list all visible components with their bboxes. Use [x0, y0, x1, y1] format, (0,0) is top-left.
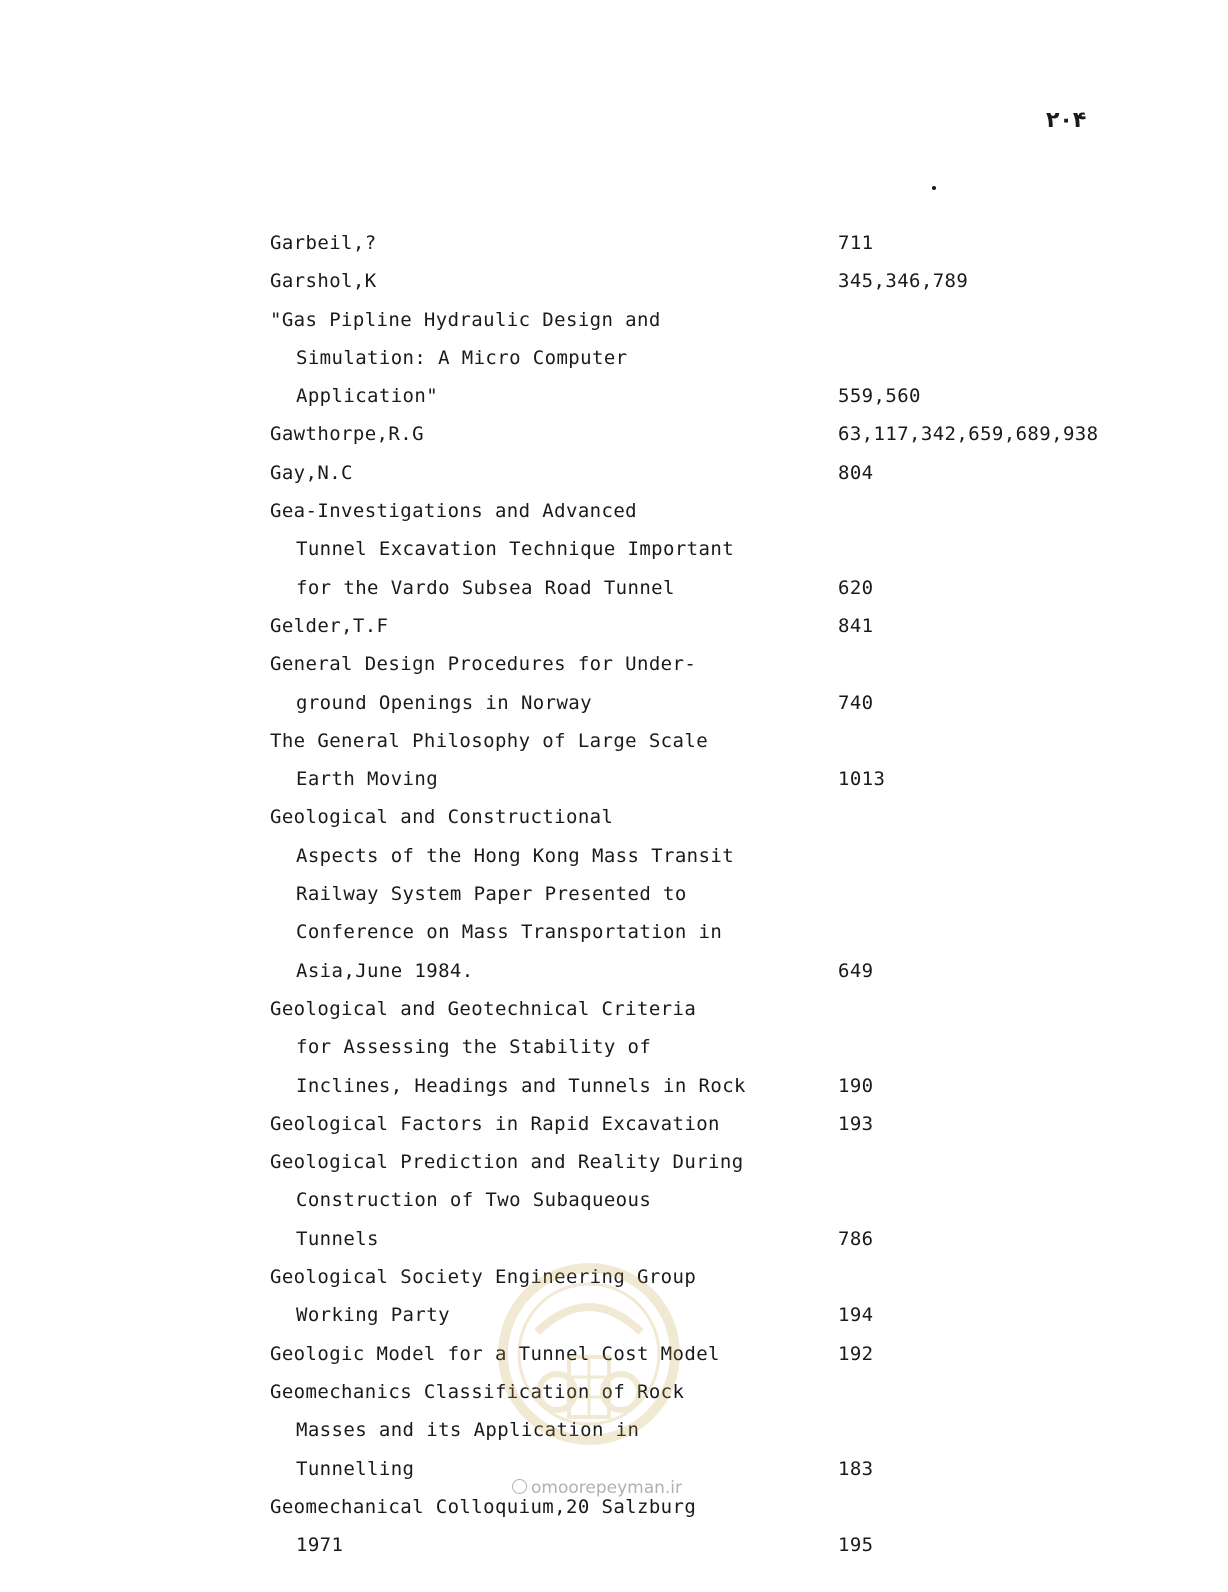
- stray-dot: [932, 186, 936, 190]
- index-line: [0, 768, 1228, 806]
- index-line: [0, 730, 1228, 768]
- entry-continuation: for the Vardo Subsea Road Tunnel: [296, 576, 675, 599]
- entry-page-numbers: 192: [838, 1342, 874, 1365]
- entry-continuation: Tunnelling: [296, 1457, 415, 1480]
- index-line: [0, 653, 1228, 691]
- entry-continuation: Working Party: [296, 1304, 450, 1327]
- entry-continuation: Tunnels: [296, 1227, 379, 1250]
- entry-title: Geological Prediction and Reality During: [270, 1151, 744, 1174]
- index-line: [0, 1228, 1228, 1266]
- entry-title: Gawthorpe,R.G: [270, 423, 424, 446]
- entry-title: Geomechanical Colloquium,20 Salzburg: [270, 1495, 697, 1518]
- entry-page-numbers: 183: [838, 1457, 874, 1480]
- entry-title: Geological Factors in Rapid Excavation: [270, 1112, 720, 1135]
- entry-title: Garbeil,?: [270, 232, 377, 254]
- entry-page-numbers: 190: [838, 1074, 874, 1097]
- entry-continuation: Tunnel Excavation Technique Important: [296, 538, 735, 561]
- entry-title: Gelder,T.F: [270, 614, 389, 637]
- index-line: [0, 1151, 1228, 1189]
- entry-page-numbers: 193: [838, 1112, 874, 1135]
- entry-page-numbers: 786: [838, 1227, 874, 1250]
- entry-page-numbers: 345,346,789: [838, 270, 969, 293]
- index-line: [0, 998, 1228, 1036]
- entry-page-numbers: 194: [838, 1304, 874, 1327]
- index-line: [0, 347, 1228, 385]
- entry-title: Garshol,K: [270, 270, 377, 293]
- index-line: [0, 692, 1228, 730]
- index-line: [0, 270, 1228, 308]
- entry-title: General Design Procedures for Under-: [270, 653, 697, 676]
- watermark-text: omoorepeyman.ir: [512, 1478, 682, 1498]
- entry-continuation: for Assessing the Stability of: [296, 1036, 652, 1059]
- entry-title: Geological and Geotechnical Criteria: [270, 997, 697, 1020]
- globe-icon: [512, 1479, 527, 1494]
- entry-continuation: Conference on Mass Transportation in: [296, 921, 723, 944]
- entry-title: "Gas Pipline Hydraulic Design and: [270, 308, 661, 331]
- index-line: [0, 423, 1228, 461]
- index-line: [0, 538, 1228, 576]
- index-line: [0, 577, 1228, 615]
- entry-page-numbers: 620: [838, 576, 874, 599]
- index-line: [0, 615, 1228, 653]
- index-line: [0, 883, 1228, 921]
- index-line: [0, 500, 1228, 538]
- index-list: [0, 232, 1228, 1572]
- index-line: [0, 462, 1228, 500]
- entry-title: Geologic Model for a Tunnel Cost Model: [270, 1342, 720, 1365]
- index-line: [0, 921, 1228, 959]
- index-line: [0, 309, 1228, 347]
- index-line: [0, 806, 1228, 844]
- entry-continuation: Simulation: A Micro Computer: [296, 346, 628, 369]
- page-number: ۲۰۴: [1046, 108, 1087, 133]
- entry-continuation: 1971: [296, 1534, 344, 1557]
- index-line: [0, 1075, 1228, 1113]
- entry-page-numbers: 804: [838, 461, 874, 484]
- entry-title: Geological Society Engineering Group: [270, 1266, 697, 1289]
- entry-page-numbers: 711: [838, 232, 874, 254]
- entry-continuation: Aspects of the Hong Kong Mass Transit: [296, 844, 735, 867]
- entry-title: The General Philosophy of Large Scale: [270, 729, 709, 752]
- index-line: [0, 1343, 1228, 1381]
- index-line: [0, 1419, 1228, 1457]
- entry-page-numbers: 841: [838, 614, 874, 637]
- index-line: [0, 1266, 1228, 1304]
- entry-page-numbers: 559,560: [838, 385, 921, 408]
- entry-page-numbers: 740: [838, 691, 874, 714]
- index-line: [0, 1113, 1228, 1151]
- index-line: [0, 960, 1228, 998]
- entry-page-numbers: 1013: [838, 768, 886, 791]
- entry-continuation: Inclines, Headings and Tunnels in Rock: [296, 1074, 746, 1097]
- index-line: [0, 1496, 1228, 1534]
- index-line: [0, 385, 1228, 423]
- entry-page-numbers: 649: [838, 959, 874, 982]
- index-line: [0, 845, 1228, 883]
- entry-title: Geomechanics Classification of Rock: [270, 1380, 685, 1403]
- entry-page-numbers: 195: [838, 1534, 874, 1557]
- index-line: [0, 1189, 1228, 1227]
- index-line: [0, 1036, 1228, 1074]
- index-line: [0, 232, 1228, 270]
- entry-title: Geological and Constructional: [270, 806, 614, 829]
- entry-continuation: Application": [296, 385, 439, 408]
- entry-continuation: Construction of Two Subaqueous: [296, 1189, 652, 1212]
- index-line: [0, 1304, 1228, 1342]
- index-line: [0, 1381, 1228, 1419]
- entry-continuation: ground Openings in Norway: [296, 691, 592, 714]
- entry-continuation: Earth Moving: [296, 768, 439, 791]
- entry-title: Gay,N.C: [270, 461, 353, 484]
- entry-continuation: Railway System Paper Presented to: [296, 883, 687, 906]
- index-line: [0, 1534, 1228, 1572]
- entry-title: Gea-Investigations and Advanced: [270, 500, 638, 523]
- entry-continuation: Masses and its Application in: [296, 1419, 640, 1442]
- entry-page-numbers: 63,117,342,659,689,938: [838, 423, 1099, 446]
- entry-continuation: Asia,June 1984.: [296, 959, 474, 982]
